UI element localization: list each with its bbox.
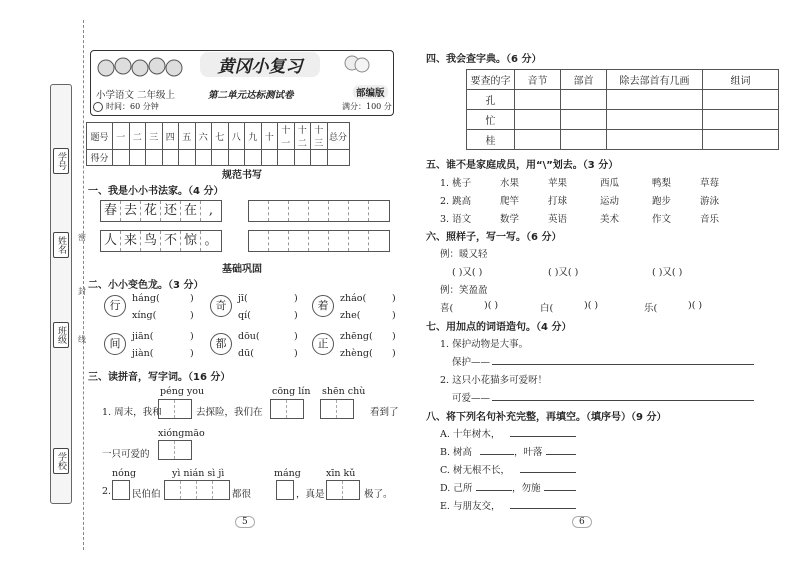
char-flower: 间 [104, 333, 126, 355]
answer-line[interactable] [492, 364, 754, 365]
dict-cell[interactable] [607, 90, 703, 110]
dict-cell[interactable] [607, 130, 703, 150]
dict-header: 音节 [515, 70, 561, 90]
close-paren: ) [294, 293, 298, 304]
dict-char: 孔 [467, 90, 515, 110]
score-header: 二 [129, 123, 146, 150]
answer-box[interactable] [270, 399, 304, 419]
dictionary-table [466, 69, 779, 150]
copy-grid-line1 [100, 200, 222, 222]
grid-char: 惊 [181, 231, 201, 251]
q7-title: 七、用加点的词语造句。（4 分） [426, 322, 572, 333]
word-item[interactable]: 3. 语文 [440, 214, 472, 225]
word-item[interactable]: 美术 [600, 214, 620, 225]
answer-line[interactable] [480, 454, 514, 455]
clock-icon [93, 102, 103, 112]
write-grid-line2[interactable] [248, 230, 390, 252]
pinyin-option: jiān( [132, 331, 154, 342]
dict-header: 部首 [561, 70, 607, 90]
answer-box[interactable] [164, 480, 230, 500]
answer-line[interactable] [520, 472, 576, 473]
blank-slot[interactable]: ( )又( ) [652, 267, 683, 278]
dict-cell[interactable] [561, 90, 607, 110]
pinyin-hint: cōng lín [272, 386, 311, 397]
grid-char: 还 [161, 201, 181, 221]
label-school: 学校 [53, 448, 69, 474]
edition-label: 部编版 [353, 85, 388, 99]
proverb-item: A. 十年树木， [440, 429, 501, 440]
sentence-text: 都很 [232, 489, 252, 500]
write-grid-line1[interactable] [248, 200, 390, 222]
score-label: 满分：100 分 [342, 102, 392, 111]
word-item[interactable]: 西瓜 [600, 178, 620, 189]
answer-box[interactable] [320, 399, 354, 419]
label-student-id: 学号 [53, 148, 69, 174]
dict-cell[interactable] [703, 90, 779, 110]
dict-header: 要查的字 [467, 70, 515, 90]
label-name: 姓名 [53, 232, 69, 258]
answer-box[interactable] [112, 480, 130, 500]
word-item[interactable]: 水果 [500, 178, 520, 189]
proverb-item: B. 树高 [440, 447, 473, 458]
pinyin-hint: máng [274, 468, 301, 479]
close-paren: ) [392, 348, 396, 359]
grid-char: 鸟 [141, 231, 161, 251]
word-item[interactable]: 游泳 [700, 196, 720, 207]
close-paren: ) [392, 331, 396, 342]
sentence-text: 极了。 [364, 489, 393, 500]
pinyin-hint: nóng [112, 468, 137, 479]
dict-char: 忙 [467, 110, 515, 130]
score-cell[interactable] [228, 150, 245, 166]
word-item[interactable]: 2. 跳高 [440, 196, 472, 207]
answer-line[interactable] [546, 454, 576, 455]
dict-cell[interactable] [561, 130, 607, 150]
answer-box[interactable] [158, 399, 192, 419]
dict-cell[interactable] [515, 110, 561, 130]
sentence-text: 1. 周末，我和 [102, 407, 162, 418]
score-cell[interactable] [311, 150, 328, 166]
prefix-char: 喜( [440, 303, 454, 314]
sidebar-panel [50, 84, 72, 504]
score-header: 三 [146, 123, 163, 150]
score-cell[interactable] [245, 150, 262, 166]
char-flower: 正 [312, 333, 334, 355]
proverb-item: ，勿施 [512, 483, 541, 494]
grid-char: 春 [101, 201, 121, 221]
blank-slot[interactable]: )( ) [484, 300, 499, 311]
score-header: 六 [195, 123, 212, 150]
q1-title: 一、我是小小书法家。（4 分） [88, 186, 224, 197]
dict-cell[interactable] [515, 90, 561, 110]
score-header: 题号 [87, 123, 113, 150]
score-header: 四 [162, 123, 179, 150]
close-paren: ) [294, 310, 298, 321]
sentence-text: 1. 保护动物是大事。 [440, 339, 529, 350]
q5-title: 五、谁不是家庭成员，用“\”划去。（3 分） [426, 160, 619, 171]
sentence-text: 民伯伯 [132, 489, 161, 500]
sentence-text: 看到了 [370, 407, 399, 418]
answer-line[interactable] [544, 490, 576, 491]
q3-title: 三、读拼音，写字词。（16 分） [88, 372, 231, 383]
dict-cell[interactable] [607, 110, 703, 130]
page-number-left: 5 [235, 516, 255, 528]
close-paren: ) [294, 331, 298, 342]
grid-char: 来 [121, 231, 141, 251]
score-header: 七 [212, 123, 229, 150]
pinyin-option: zhēng( [340, 331, 373, 342]
banner-title: 黄冈小复习 [200, 52, 320, 77]
copy-grid-line2 [100, 230, 222, 252]
word-item[interactable]: 作文 [652, 214, 672, 225]
grid-char: 。 [204, 233, 218, 248]
pinyin-hint: xióngmāo [158, 428, 205, 439]
pinyin-option: zháo( [340, 293, 367, 304]
score-header: 十一 [278, 123, 295, 150]
blank-slot[interactable]: ( )又( ) [452, 267, 483, 278]
word-item[interactable]: 数学 [500, 214, 520, 225]
dict-cell[interactable] [703, 110, 779, 130]
prefix-char: 乐( [644, 303, 658, 314]
q8-title: 八、将下列名句补充完整，再填空。（填序号）（9 分） [426, 412, 667, 423]
sentence-text: 去探险，我们在 [196, 407, 263, 418]
score-cell[interactable] [113, 150, 130, 166]
word-item[interactable]: 打球 [548, 196, 568, 207]
grid-char: 不 [161, 231, 181, 251]
pinyin-hint: yì nián sì jì [172, 468, 225, 479]
sentence-text: 一只可爱的 [102, 449, 150, 460]
pinyin-option: jī( [238, 293, 248, 304]
q6-title: 六、照样子，写一写。（6 分） [426, 232, 562, 243]
close-paren: ) [392, 310, 396, 321]
word-item[interactable]: 跑步 [652, 196, 672, 207]
answer-box[interactable] [158, 440, 192, 460]
q4-title: 四、我会查字典。（6 分） [426, 54, 542, 65]
score-header: 总分 [327, 123, 349, 150]
score-header: 十二 [294, 123, 311, 150]
word-item[interactable]: 1. 桃子 [440, 178, 472, 189]
pinyin-option: zhèng( [340, 348, 373, 359]
grid-char: 花 [141, 201, 161, 221]
page-number-right: 6 [572, 516, 592, 528]
score-cell[interactable] [195, 150, 212, 166]
score-cell[interactable] [278, 150, 295, 166]
answer-line[interactable] [492, 400, 754, 401]
close-paren: ) [190, 310, 194, 321]
char-flower: 行 [104, 295, 126, 317]
answer-line[interactable] [476, 490, 512, 491]
word-item[interactable]: 音乐 [700, 214, 720, 225]
close-paren: ) [392, 293, 396, 304]
dict-cell[interactable] [515, 130, 561, 150]
score-cell[interactable] [146, 150, 163, 166]
kids-illustration [96, 52, 186, 82]
score-header: 五 [179, 123, 196, 150]
grid-char: 在 [181, 201, 201, 221]
subject-label: 小学语文 二年级上 [96, 90, 176, 101]
score-header: 九 [245, 123, 262, 150]
time-label: 时间：60 分钟 [106, 102, 159, 111]
score-cell[interactable] [162, 150, 179, 166]
grid-char: , [208, 203, 214, 218]
word-item[interactable]: 苹果 [548, 178, 568, 189]
fold-mark-1: 密 [78, 233, 86, 242]
dict-header: 除去部首有几画 [607, 70, 703, 90]
score-cell[interactable] [129, 150, 146, 166]
dict-cell[interactable] [703, 130, 779, 150]
char-flower: 奇 [210, 295, 232, 317]
sentence-prompt: 可爱—— [452, 393, 491, 404]
pinyin-option: dū( [238, 348, 254, 359]
proverb-item: D. 己所 [440, 483, 473, 494]
example-text: 例：笑盈盈 [440, 285, 488, 296]
score-cell[interactable] [261, 150, 278, 166]
prefix-char: 白( [540, 303, 554, 314]
sentence-prompt: 保护—— [452, 357, 491, 368]
example-text: 例：暖又轻 [440, 249, 488, 260]
section-title-basics: 基础巩固 [222, 264, 262, 275]
blank-slot[interactable]: )( ) [584, 300, 599, 311]
proverb-item: C. 树无根不长， [440, 465, 510, 476]
close-paren: ) [190, 293, 194, 304]
word-item[interactable]: 运动 [600, 196, 620, 207]
dict-char: 桂 [467, 130, 515, 150]
balloon-icon [342, 54, 372, 78]
pinyin-hint: péng you [160, 386, 205, 397]
score-cell[interactable] [327, 150, 349, 166]
pinyin-hint: xīn kǔ [326, 468, 356, 479]
close-paren: ) [190, 348, 194, 359]
blank-slot[interactable]: ( )又( ) [548, 267, 579, 278]
q2-title: 二、小小变色龙。（3 分） [88, 280, 204, 291]
grid-char: 人 [101, 231, 121, 251]
section-title-writing: 规范书写 [222, 170, 262, 181]
score-header: 十三 [311, 123, 328, 150]
answer-box[interactable] [326, 480, 360, 500]
label-class: 班级 [53, 322, 69, 348]
pinyin-option: dōu( [238, 331, 260, 342]
score-cell[interactable] [179, 150, 196, 166]
fold-mark-2: 封 [78, 287, 86, 296]
fold-line [83, 20, 84, 550]
score-header: 八 [228, 123, 245, 150]
char-flower: 都 [210, 333, 232, 355]
fold-mark-3: 线 [78, 335, 86, 344]
answer-line[interactable] [510, 508, 576, 509]
dict-cell[interactable] [561, 110, 607, 130]
score-row-label: 得分 [87, 150, 113, 166]
word-item[interactable]: 爬竿 [500, 196, 520, 207]
grid-char: 去 [121, 201, 141, 221]
close-paren: ) [190, 331, 194, 342]
score-header: 一 [113, 123, 130, 150]
char-flower: 着 [312, 295, 334, 317]
pinyin-hint: shēn chù [322, 386, 366, 397]
word-item[interactable]: 草莓 [700, 178, 720, 189]
score-cell[interactable] [294, 150, 311, 166]
exam-title: 第二单元达标测试卷 [208, 90, 294, 101]
score-table [86, 122, 350, 166]
answer-line[interactable] [510, 436, 576, 437]
pinyin-option: xíng( [132, 310, 157, 321]
dict-header: 组词 [703, 70, 779, 90]
pinyin-option: zhe( [340, 310, 361, 321]
close-paren: ) [294, 348, 298, 359]
proverb-item: ，叶落 [514, 447, 543, 458]
score-cell[interactable] [212, 150, 229, 166]
word-item[interactable]: 鸭梨 [652, 178, 672, 189]
pinyin-option: qí( [238, 310, 251, 321]
pinyin-option: jiàn( [132, 348, 154, 359]
pinyin-option: háng( [132, 293, 160, 304]
proverb-item: E. 与朋友交， [440, 501, 501, 512]
word-item[interactable]: 英语 [548, 214, 568, 225]
answer-box[interactable] [276, 480, 294, 500]
sentence-text: 2. 这只小花猫多可爱呀！ [440, 375, 548, 386]
sentence-text: 2. [102, 486, 112, 497]
score-header: 十 [261, 123, 278, 150]
blank-slot[interactable]: )( ) [688, 300, 703, 311]
sentence-text: ，真是 [296, 489, 325, 500]
